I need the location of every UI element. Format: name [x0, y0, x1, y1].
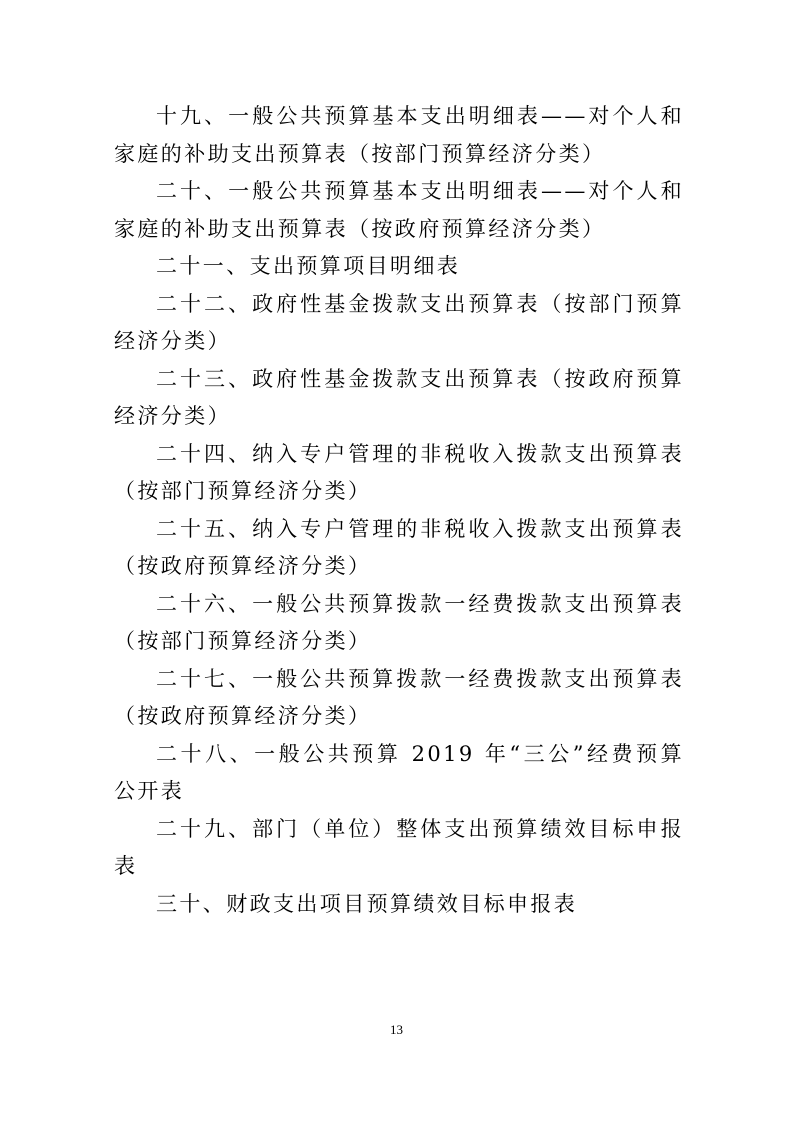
toc-item-27: 二十七、一般公共预算拨款一经费拨款支出预算表（按政府预算经济分类） [114, 666, 684, 728]
toc-item-26: 二十六、一般公共预算拨款一经费拨款支出预算表（按部门预算经济分类） [114, 591, 684, 653]
toc-item-23: 二十三、政府性基金拨款支出预算表（按政府预算经济分类） [114, 366, 684, 428]
toc-item-29: 二十九、部门（单位）整体支出预算绩效目标申报表 [114, 816, 684, 878]
toc-item-19: 十九、一般公共预算基本支出明细表——对个人和家庭的补助支出预算表（按部门预算经济分类） [114, 104, 684, 166]
toc-item-30: 三十、财政支出项目预算绩效目标申报表 [156, 891, 578, 916]
toc-item-22: 二十二、政府性基金拨款支出预算表（按部门预算经济分类） [114, 291, 684, 353]
toc-item-20: 二十、一般公共预算基本支出明细表——对个人和家庭的补助支出预算表（按政府预算经济分类） [114, 179, 684, 241]
toc-item-24: 二十四、纳入专户管理的非税收入拨款支出预算表（按部门预算经济分类） [114, 441, 684, 503]
toc-item-25: 二十五、纳入专户管理的非税收入拨款支出预算表（按政府预算经济分类） [114, 516, 684, 578]
toc-item-28: 二十八、一般公共预算 2019 年“三公”经费预算公开表 [114, 741, 684, 803]
toc-item-21: 二十一、支出预算项目明细表 [156, 254, 461, 278]
page-number: 13 [390, 1022, 403, 1037]
table-of-contents-list [114, 98, 684, 923]
